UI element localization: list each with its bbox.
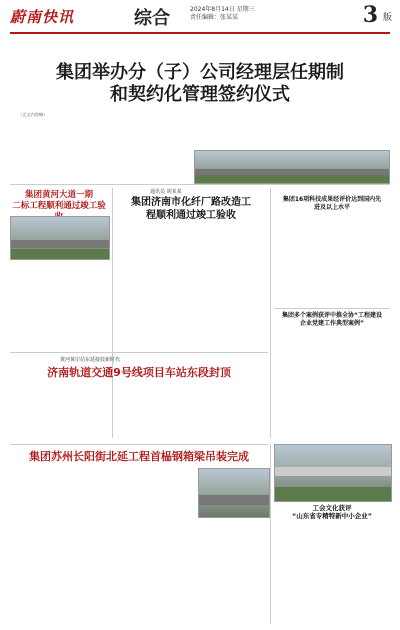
masthead-rule	[10, 32, 390, 34]
divider	[10, 184, 390, 185]
lead-article-col4	[288, 112, 388, 148]
article-4-col1	[10, 382, 70, 440]
lead-photo	[194, 150, 390, 184]
article-1-title: 集团黄河大道一期 二标工程顺利通过竣工验	[12, 190, 106, 211]
divider	[270, 444, 271, 624]
article-4-col3	[138, 382, 198, 440]
article-3-col2	[334, 215, 390, 303]
article-5-col1	[274, 331, 330, 441]
article-6-title: 集团苏州长阳街北延工程首榀钢箱梁吊装完成	[29, 450, 249, 463]
article-6-photo	[198, 468, 270, 518]
editor-text: 责任编辑：张某某	[190, 14, 239, 21]
article-2-col2	[192, 226, 266, 316]
page-number: 3	[362, 2, 378, 28]
masthead	[0, 0, 400, 34]
article-3-title: 集团16项科技成果经评价达到国内先 进及以上水平	[282, 196, 382, 211]
article-6-col4	[198, 520, 268, 618]
article-2-col1	[116, 226, 188, 316]
article-7-col2	[334, 522, 390, 618]
article-2-title: 集团济南市化纤厂路改造工 程顺利通过竣工验收	[131, 197, 251, 221]
article-3-col1	[274, 215, 330, 303]
article-4-col2	[74, 382, 134, 440]
article-6-col2	[74, 468, 134, 618]
article-1-col1	[10, 262, 56, 352]
divider	[270, 188, 271, 438]
article-7-col1	[274, 522, 330, 618]
divider	[10, 352, 268, 353]
dateline	[190, 6, 255, 22]
article-7-photo	[274, 444, 392, 502]
article-1-col2	[60, 262, 108, 352]
divider	[10, 444, 268, 445]
article-5-title: 集团多个案例获评中推全协“工程建设 企业党建工作典型案例”	[282, 312, 382, 327]
lead-article-col3	[194, 112, 280, 148]
article-7-title: 工会文化获评 “山东省专精特新中小企业”	[291, 504, 373, 520]
newspaper-logo: 蔚南快讯	[10, 8, 75, 26]
article-4-kicker: 黄河黄岸站东延接驳新时代	[60, 357, 121, 363]
date-text: 2024年8月14日 星期三	[190, 6, 255, 13]
article-4-col4	[202, 382, 266, 440]
article-6-col3	[138, 468, 194, 618]
section-name: 综合	[134, 8, 170, 29]
main-headline-line1: 集团举办分（子）公司经理层任期制	[56, 62, 344, 83]
article-6-col1	[10, 468, 70, 618]
divider	[274, 308, 390, 309]
article-2-kicker: 通讯员 胡某某	[150, 189, 182, 195]
article-1-photo	[10, 216, 110, 260]
main-headline-line2: 和契约化管理签约仪式	[110, 84, 290, 105]
lead-article-text: （正文内容略）	[18, 112, 48, 117]
article-4-title: 济南轨道交通9号线项目车站东段封顶	[47, 366, 231, 379]
page-unit: 版	[382, 13, 392, 23]
article-5-col2	[334, 331, 390, 441]
